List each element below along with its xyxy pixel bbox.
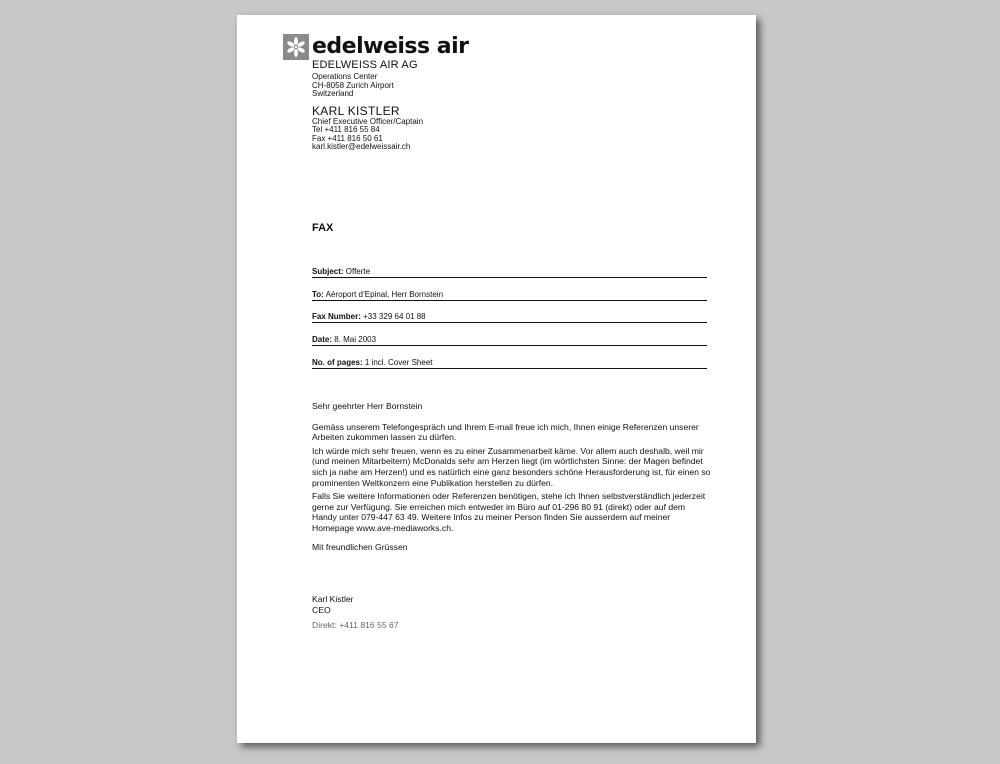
person-phone: Tel +411 816 55 84	[312, 125, 380, 135]
signature-title: CEO	[312, 604, 331, 615]
company-address	[312, 73, 394, 99]
field-label: Fax Number:	[312, 312, 361, 321]
fax-field-to	[312, 290, 707, 301]
signature-block	[312, 594, 354, 615]
fax-page	[237, 15, 756, 743]
field-value: +33 329 64 01 88	[360, 312, 426, 321]
field-label: No. of pages:	[312, 358, 363, 367]
field-label: To:	[312, 290, 324, 299]
company-name: EDELWEISS AIR AG	[312, 59, 418, 71]
field-value: Aéroport d’Epinal, Herr Bornstein	[323, 290, 444, 299]
person-name: KARL KISTLER	[312, 104, 400, 118]
person-email: karl.kistler@edelweissair.ch	[312, 141, 411, 151]
letter-greeting: Sehr geehrter Herr Bornstein	[312, 401, 423, 411]
logo-wordmark: edelweiss air	[312, 34, 469, 59]
edelweiss-logo	[283, 34, 469, 60]
signature-name: Karl Kistler	[312, 594, 354, 604]
direct-phone: Direkt: +411 816 55 67	[312, 620, 399, 630]
person-role: Chief Executive Officer/Captain	[312, 117, 424, 126]
address-line: Operations Center	[312, 72, 378, 81]
edelweiss-flower-icon	[283, 34, 309, 60]
letter-body	[312, 401, 712, 552]
fax-title: FAX	[312, 222, 334, 234]
letter-closing: Mit freundlichen Grüssen	[312, 541, 408, 552]
address-line: CH-8058 Zurich Airport	[312, 80, 394, 90]
letter-paragraph: Falls Sie weitere Informationen oder Referenzen benötigen, stehe ich Ihnen selbstverständlich jederzeit gerne zur Verfügung. Sie erreichen mich entweder im Büro auf 01-296 80 91 (direkt) oder auf dem Handy unter 079-447 63 49. Weitere Infos zu meiner Person finden Sie ausserdem auf meiner Homepage www.ave-mediaworks.ch.	[312, 491, 706, 533]
letter-paragraph: Ich würde mich sehr freuen, wenn es zu einer Zusammenarbeit käme. Vor allem auch deshalb, weil mir (und meinen Mitarbeitern) McDonalds sehr am Herzen liegt (im wörtlichsten Sinne: der Magen befindet sich ja nahe am Herzen!) und es natürlich eine ganz besonders schöne Herausforderung ist, für einen so prominenten Weltkonzern eine Publikation herstellen zu dürfen.	[312, 445, 711, 488]
fax-field-number	[312, 312, 707, 323]
fax-field-subject	[312, 267, 707, 278]
person-fax: Fax +411 816 50 61	[312, 133, 383, 143]
field-value: Offerte	[343, 267, 371, 276]
field-label: Subject:	[312, 267, 344, 276]
field-value: 1 incl. Cover Sheet	[362, 358, 433, 367]
address-line: Switzerland	[312, 89, 354, 98]
person-details	[312, 118, 423, 151]
fax-field-pages	[312, 358, 707, 369]
fax-field-date	[312, 335, 707, 346]
letter-paragraph: Gemäss unserem Telefongespräch und Ihrem E-mail freue ich mich, Ihnen einige Referenzen unserer Arbeiten zukommen lassen zu dürfen.	[312, 421, 699, 443]
field-value: 8. Mai 2003	[332, 335, 377, 344]
field-label: Date:	[312, 335, 333, 344]
